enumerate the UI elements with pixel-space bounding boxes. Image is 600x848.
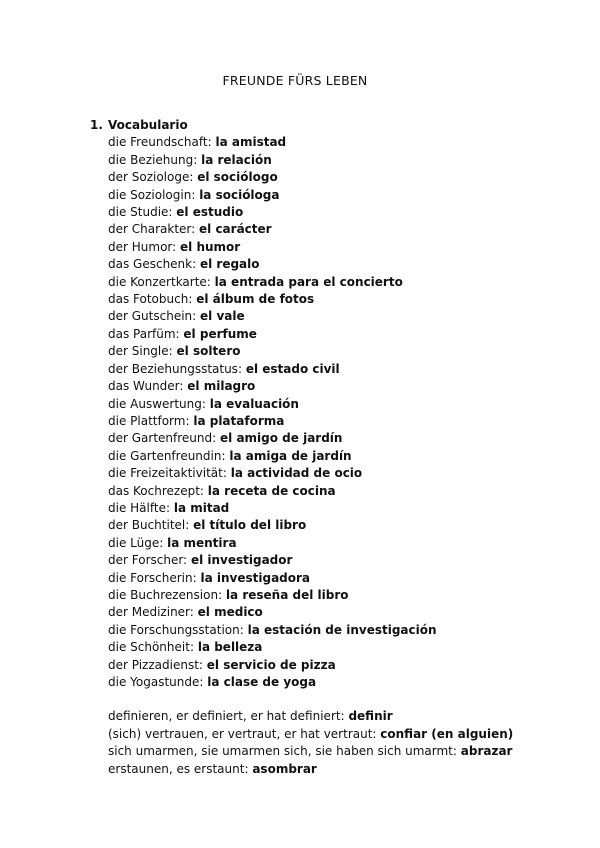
spanish-translation: la amiga de jardín [229,448,352,463]
spanish-translation: el amigo de jardín [220,431,343,446]
german-term: der Beziehungsstatus: [108,361,242,376]
verb-item [108,761,570,778]
vocab-item [108,448,570,465]
spanish-translation: el servicio de pizza [206,657,336,672]
spanish-translation: la relación [201,152,272,167]
german-term: der Buchtitel: [108,518,190,533]
spanish-translation: la amistad [215,135,287,150]
german-term: die Freundschaft: [108,135,212,150]
vocab-item [108,674,570,691]
vocab-item [108,361,570,378]
spanish-translation: el estado civil [245,361,340,376]
german-term: die Forscherin: [108,570,197,585]
spanish-translation: el estudio [176,205,244,220]
vocab-item [108,221,570,238]
german-term: das Fotobuch: [108,292,193,307]
vocab-item [108,274,570,291]
german-term: (sich) vertrauen, er vertraut, er hat vertraut: [108,726,377,741]
verb-item [108,743,570,760]
german-term: erstaunen, es erstaunt: [108,761,249,776]
page-title: FREUNDE FÜRS LEBEN [222,73,368,88]
section-heading [90,117,570,134]
vocabulary-section [90,117,570,778]
german-term: das Geschenk: [108,257,197,272]
vocab-item [108,604,570,621]
german-term: die Soziologin: [108,187,196,202]
spanish-translation: la reseña del libro [225,587,349,602]
vocab-item [108,535,570,552]
vocab-item [108,413,570,430]
spanish-translation: el álbum de fotos [196,292,315,307]
spanish-translation: la socióloga [199,187,280,202]
german-term: das Parfüm: [108,326,180,341]
spanish-translation: la mentira [167,535,237,550]
spanish-translation: la evaluación [209,396,299,411]
spanish-translation: la plataforma [193,413,285,428]
spanish-translation: el milagro [187,379,256,394]
german-term: der Gartenfreund: [108,431,217,446]
spanish-translation: la entrada para el concierto [214,274,403,289]
spanish-translation: confiar (en alguien) [380,726,514,741]
german-term: die Lüge: [108,535,164,550]
spanish-translation: definir [348,709,393,724]
vocab-item [108,570,570,587]
vocab-item [108,622,570,639]
spanish-translation: el título del libro [193,518,307,533]
german-term: der Charakter: [108,222,196,237]
german-term: die Forschungsstation: [108,622,244,637]
german-term: die Buchrezension: [108,587,223,602]
german-term: der Mediziner: [108,605,194,620]
vocab-item [108,587,570,604]
spanish-translation: la mitad [173,500,230,515]
vocab-item [108,187,570,204]
verb-item [108,708,570,725]
german-term: die Studie: [108,205,173,220]
german-term: der Pizzadienst: [108,657,203,672]
spanish-translation: el medico [197,605,263,620]
vocab-item [108,169,570,186]
german-term: die Konzertkarte: [108,274,211,289]
vocab-item [108,465,570,482]
spanish-translation: el sociólogo [197,170,278,185]
vocab-item [108,552,570,569]
spanish-translation: abrazar [460,744,513,759]
german-term: die Yogastunde: [108,675,204,689]
verb-list [90,708,570,778]
vocab-item [108,343,570,360]
vocab-item [108,396,570,413]
german-term: die Plattform: [108,413,190,428]
german-term: das Wunder: [108,379,184,394]
spanish-translation: el soltero [176,344,241,359]
spanish-translation: la investigadora [200,570,311,585]
vocab-item [108,326,570,343]
vocab-item [108,308,570,325]
vocab-item [108,291,570,308]
spanish-translation: asombrar [252,761,317,776]
vocab-item [108,239,570,256]
vocab-item [108,657,570,674]
german-term: die Auswertung: [108,396,206,411]
vocab-item [108,500,570,517]
verb-item [108,726,570,743]
vocab-item [108,204,570,221]
spanish-translation: el investigador [190,553,293,568]
vocab-item [108,517,570,534]
spanish-translation: el vale [200,309,245,324]
german-term: die Gartenfreundin: [108,448,226,463]
vocab-item [108,639,570,656]
vocab-item [108,134,570,151]
german-term: definieren, er definiert, er hat definiert: [108,709,345,724]
german-term: der Gutschein: [108,309,197,324]
german-term: das Kochrezept: [108,483,204,498]
german-term: die Schönheit: [108,640,194,655]
german-term: der Soziologe: [108,170,194,185]
spanish-translation: el carácter [199,222,272,237]
german-term: sich umarmen, sie umarmen sich, sie haben sich umarmt: [108,744,457,759]
spanish-translation: el perfume [183,326,257,341]
vocab-item [108,152,570,169]
spanish-translation: la estación de investigación [247,622,437,637]
german-term: die Hälfte: [108,500,171,515]
vocab-item [108,256,570,273]
vocab-item [108,483,570,500]
spanish-translation: la belleza [197,640,263,655]
vocab-item [108,378,570,395]
vocabulary-list [90,134,570,691]
spanish-translation: el regalo [199,257,260,272]
spanish-translation: la clase de yoga [207,675,317,689]
german-term: der Humor: [108,239,177,254]
section-number: 1. [90,118,103,132]
spanish-translation: el humor [180,239,241,254]
section-heading-text: Vocabulario [108,118,188,132]
german-term: die Beziehung: [108,152,198,167]
vocab-item [108,430,570,447]
spanish-translation: la receta de cocina [207,483,336,498]
spanish-translation: la actividad de ocio [230,466,363,481]
german-term: der Single: [108,344,173,359]
german-term: die Freizeitaktivität: [108,466,227,481]
german-term: der Forscher: [108,553,188,568]
